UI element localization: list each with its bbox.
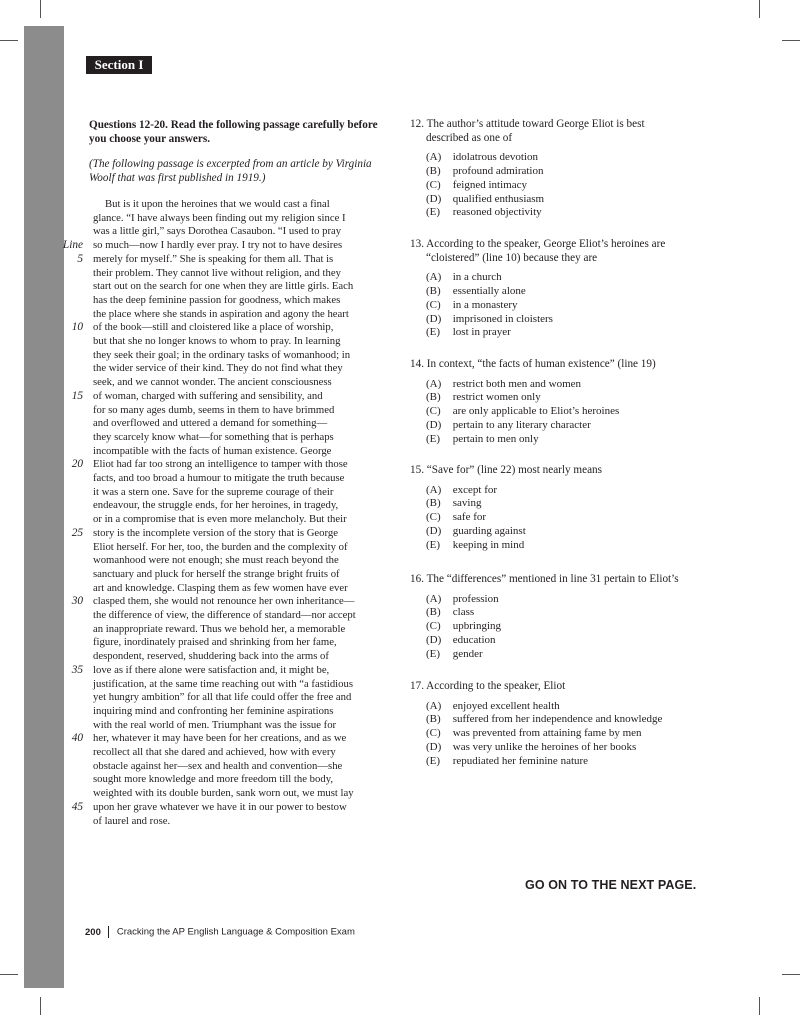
question (410, 238, 710, 340)
passage-line: of woman, charged with suffering and sensibility, and (93, 389, 323, 402)
page-number: 200 (85, 926, 101, 938)
passage-line: seek, and we cannot wonder. The ancient consciousness (93, 376, 332, 389)
line-marker: 30 (71, 595, 83, 607)
answer-choice[interactable] (410, 713, 710, 727)
question-stem: 17. According to the speaker, Eliot (410, 680, 566, 692)
page-side-bar (24, 26, 64, 988)
passage-line: the place where she stands in aspiration and agony the heart (93, 307, 349, 320)
crop-mark (0, 40, 18, 41)
choice-text: saving (452, 497, 482, 510)
passage-line: glance. “I have always been finding out my religion since I (93, 211, 346, 224)
line-marker: 20 (71, 458, 83, 470)
question-stem: 13. According to the speaker, George Eliot’s heroines are (410, 238, 666, 250)
choice-label: (D) (426, 312, 442, 325)
choice-text: pertain to any literary character (452, 418, 591, 431)
answer-choice[interactable] (410, 539, 710, 553)
choice-label: (A) (426, 377, 442, 390)
passage-line: endeavour, the struggle ends, for her heroines, in tragedy, (93, 499, 339, 512)
answer-choice[interactable] (410, 484, 710, 498)
answer-choice[interactable] (410, 179, 710, 193)
footer-divider (108, 926, 109, 938)
passage-line: they scarcely know what—for something that is perhaps (93, 430, 334, 443)
passage-line: upon her grave whatever we have it in our power to bestow (93, 800, 347, 813)
line-marker: 15 (71, 390, 83, 402)
passage-line: sanctuary and pluck for herself the strange bright fruits of (93, 567, 340, 580)
answer-choice[interactable] (410, 419, 710, 433)
question-stem: 12. The author’s attitude toward George Eliot is best (410, 118, 645, 130)
answer-choice[interactable] (410, 634, 710, 648)
passage-line: it was a stern one. Save for the supreme courage of their (93, 485, 334, 498)
choice-text: upbringing (452, 620, 502, 633)
answer-choices (410, 700, 710, 769)
answer-choice[interactable] (410, 271, 710, 285)
answer-choice[interactable] (410, 151, 710, 165)
choice-text: except for (452, 483, 498, 496)
passage-line: recollect all that she dared and achieved, how with every (93, 746, 336, 758)
passage-line: with the real world of men. Triumphant was the issue for (93, 718, 337, 731)
answer-choice[interactable] (410, 497, 710, 511)
choice-text: class (452, 606, 475, 619)
choice-label: (C) (426, 620, 441, 633)
passage-line: and overflowed and uttered a demand for something— (93, 417, 328, 430)
answer-choice[interactable] (410, 326, 710, 340)
answer-choices (410, 271, 710, 340)
choice-text: reasoned objectivity (452, 206, 542, 219)
answer-choice[interactable] (410, 700, 710, 714)
passage-line: merely for myself.” She is speaking for them all. That is (93, 252, 334, 265)
line-marker: 40 (71, 732, 83, 744)
passage-line: Eliot herself. For her, too, the burden and the complexity of (93, 540, 348, 553)
answer-choice[interactable] (410, 593, 710, 607)
answer-choice[interactable] (410, 755, 710, 769)
crop-mark (782, 974, 800, 975)
answer-choice[interactable] (410, 285, 710, 299)
crop-mark (759, 997, 760, 1015)
choice-text: education (452, 633, 496, 646)
answer-choices (410, 151, 710, 220)
passage-line: start out on the search for one when they are little girls. Each (93, 280, 354, 293)
choice-label: (D) (426, 192, 442, 205)
crop-mark (40, 997, 41, 1015)
question-stem-continued: described as one of (426, 131, 513, 144)
line-marker: 5 (77, 253, 83, 265)
choice-label: (C) (426, 405, 441, 418)
choice-label: (B) (426, 391, 441, 404)
question (410, 680, 710, 768)
choice-text: was very unlike the heroines of her books (452, 740, 637, 753)
choice-text: enjoyed excellent health (452, 699, 560, 712)
passage-line: facts, and too broad a humour to mitigate the truth because (93, 472, 345, 484)
choice-label: (B) (426, 713, 441, 726)
source-note: (The following passage is excerpted from an article by Virginia Woolf that was first published in 1919.) (89, 158, 372, 184)
line-marker: 25 (71, 527, 83, 539)
passage-line: But is it upon the heroines that we would cast a final (105, 198, 330, 210)
choice-label: (E) (426, 326, 441, 339)
choice-text: essentially alone (452, 285, 526, 298)
choice-label: (D) (426, 524, 442, 537)
line-marker: 35 (71, 664, 83, 676)
passage-line: obstacle against her—sex and health and convention—she (93, 759, 343, 772)
passage-line: incompatible with the facts of human existence. George (93, 444, 332, 457)
question (410, 573, 710, 661)
choice-label: (E) (426, 206, 441, 219)
choice-label: (E) (426, 538, 441, 551)
passage-line: weighted with its double burden, sank worn out, we must lay (93, 787, 354, 800)
choice-text: in a church (452, 271, 502, 284)
choice-text: profession (452, 592, 499, 605)
answer-choice[interactable] (410, 525, 710, 539)
question (410, 464, 710, 552)
choice-text: keeping in mind (452, 538, 525, 551)
choice-text: feigned intimacy (452, 178, 527, 191)
page-footer (85, 926, 355, 938)
passage-line: sought more knowledge and more freedom till the body, (93, 773, 334, 786)
passage-line: art and knowledge. Clasping them as few women have ever (93, 581, 348, 594)
answer-choice[interactable] (410, 378, 710, 392)
passage-line: love as if there alone were satisfaction and, it might be, (93, 663, 330, 676)
choice-text: safe for (452, 511, 487, 524)
question-stem: 16. The “differences” mentioned in line 31 pertain to Eliot’s (410, 573, 679, 585)
choice-label: (A) (426, 699, 442, 712)
choice-label: (C) (426, 298, 441, 311)
passage-line: justification, at the same time reaching out with “a fastidious (93, 677, 353, 690)
answer-choice[interactable] (410, 606, 710, 620)
book-title: Cracking the AP English Language & Composition Exam (116, 926, 355, 938)
passage-line: clasped them, she would not renounce her own inheritance— (93, 595, 355, 608)
passage-line: figure, inordinately praised and shrinking from her fame, (93, 636, 337, 649)
answer-choices (410, 484, 710, 553)
choice-text: guarding against (452, 524, 526, 537)
crop-mark (0, 974, 18, 975)
answer-choices (410, 593, 710, 662)
instructions: Questions 12-20. Read the following passage carefully before you choose your answers. (89, 119, 378, 145)
choice-text: suffered from her independence and knowledge (452, 713, 663, 726)
choice-label: (D) (426, 740, 442, 753)
passage-line: their problem. They cannot live without religion, and they (93, 266, 341, 279)
choice-text: profound admiration (452, 165, 544, 178)
line-marker: 45 (71, 801, 83, 813)
question-stem: 15. “Save for” (line 22) most nearly means (410, 464, 602, 476)
go-on-notice: GO ON TO THE NEXT PAGE. (525, 878, 697, 892)
choice-text: idolatrous devotion (452, 151, 538, 164)
choice-text: lost in prayer (452, 326, 511, 339)
answer-choice[interactable] (410, 405, 710, 419)
question-stem: 14. In context, “the facts of human existence” (line 19) (410, 358, 656, 370)
choice-label: (A) (426, 592, 442, 605)
choice-label: (A) (426, 483, 442, 496)
choice-label: (A) (426, 271, 442, 284)
passage-line: or in a compromise that is even more melancholy. But their (93, 513, 347, 526)
choice-text: repudiated her feminine nature (452, 754, 589, 767)
choice-label: (B) (426, 497, 441, 510)
answer-choice[interactable] (410, 165, 710, 179)
choice-text: qualified enthusiasm (452, 192, 545, 205)
question (410, 358, 710, 446)
answer-choice[interactable] (410, 391, 710, 405)
choice-label: (B) (426, 165, 441, 178)
answer-choices (410, 378, 710, 447)
line-marker: Line (62, 239, 83, 251)
passage-column (62, 118, 379, 827)
choice-label: (B) (426, 606, 441, 619)
choice-label: (C) (426, 727, 441, 740)
passage-line: has the deep feminine passion for goodness, which makes (93, 293, 341, 306)
passage-line: despondent, reserved, shuddering back into the arms of (93, 650, 329, 663)
passage-line: they seek their goal; in the ordinary tasks of womanhood; in (93, 348, 351, 361)
answer-choice[interactable] (410, 193, 710, 207)
crop-mark (40, 0, 41, 18)
choice-label: (C) (426, 511, 441, 524)
choice-label: (D) (426, 418, 442, 431)
answer-choice[interactable] (410, 313, 710, 327)
choice-text: gender (452, 647, 483, 660)
answer-choice[interactable] (410, 620, 710, 634)
question-stem-continued: “cloistered” (line 10) because they are (426, 251, 598, 264)
choice-label: (A) (426, 151, 442, 164)
passage-line: story is the incomplete version of the story that is George (93, 526, 338, 539)
choice-text: in a monastery (452, 298, 518, 311)
answer-choice[interactable] (410, 741, 710, 755)
passage-line: inquiring mind and confronting her feminine aspirations (93, 704, 334, 717)
choice-label: (E) (426, 432, 441, 445)
answer-choice[interactable] (410, 299, 710, 313)
passage-line: yet hungry ambition” for all that life could offer the free and (93, 691, 352, 704)
choice-label: (C) (426, 178, 441, 191)
crop-mark (759, 0, 760, 18)
passage-line: but that she no longer knows to whom to pray. In learning (93, 335, 341, 347)
choice-text: pertain to men only (452, 432, 539, 445)
crop-mark (782, 40, 800, 41)
answer-choice[interactable] (410, 511, 710, 525)
answer-choice[interactable] (410, 727, 710, 741)
passage-line: the difference of view, the difference of standard—nor accept (93, 609, 356, 621)
section-label: Section I (86, 56, 152, 74)
passage-line: womanhood were not enough; she must reach beyond the (93, 554, 339, 567)
passage-line: of laurel and rose. (93, 814, 171, 827)
passage-line: of the book—still and cloistered like a place of worship, (93, 321, 334, 334)
choice-label: (D) (426, 633, 442, 646)
passage-line: her, whatever it may have been for her creations, and as we (93, 732, 347, 745)
choice-text: restrict women only (452, 391, 541, 404)
choice-label: (B) (426, 285, 441, 298)
choice-text: imprisoned in cloisters (452, 312, 553, 325)
passage-line: so much—now I hardly ever pray. I try not to have desires (93, 239, 343, 252)
passage-line: Eliot had far too strong an intelligence to tamper with those (93, 458, 348, 471)
passage-line: an inappropriate reward. Thus we behold her, a memorable (93, 622, 346, 635)
passage-line: for so many ages dumb, seems in them to have brimmed (93, 403, 335, 416)
choice-text: are only applicable to Eliot’s heroines (452, 405, 620, 418)
choice-label: (E) (426, 647, 441, 660)
choice-text: was prevented from attaining fame by men (452, 727, 642, 740)
answer-choice[interactable] (410, 648, 710, 662)
passage-line: was a little girl,” says Dorothea Casaubon. “I used to pray (93, 225, 342, 238)
choice-text: restrict both men and women (452, 377, 582, 390)
passage-line: the wider service of their kind. They do not find what they (93, 362, 343, 375)
question (410, 118, 710, 220)
answer-choice[interactable] (410, 433, 710, 447)
choice-label: (E) (426, 754, 441, 767)
answer-choice[interactable] (410, 206, 710, 220)
line-marker: 10 (71, 321, 83, 333)
